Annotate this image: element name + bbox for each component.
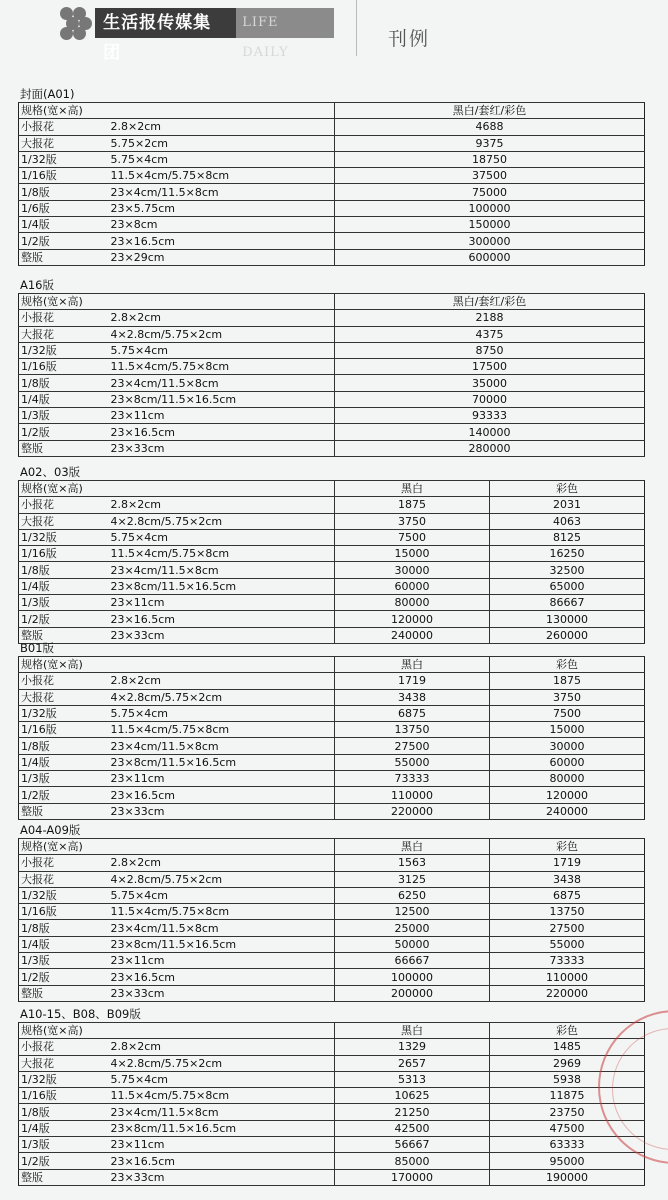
price-cell: 1875: [490, 673, 645, 689]
section-title: A16版: [20, 278, 55, 292]
header-price: 黑白: [335, 481, 490, 497]
price-cell: 80000: [490, 771, 645, 787]
price-cell: 280000: [335, 440, 645, 456]
table-row: [19, 1039, 645, 1055]
size-name: 小报花: [19, 119, 111, 135]
size-name: 1/32版: [19, 529, 111, 545]
price-cell: 240000: [335, 627, 490, 643]
table-header-row: [19, 103, 645, 119]
section-title: A02、03版: [20, 465, 81, 479]
table-row: [19, 985, 645, 1001]
size-name: 1/6版: [19, 200, 111, 216]
price-cell: 37500: [335, 168, 645, 184]
size-dimensions: 23×16.5cm: [111, 969, 335, 985]
size-dimensions: 23×11cm: [111, 771, 335, 787]
size-dimensions: 23×33cm: [111, 803, 335, 819]
price-cell: 30000: [335, 562, 490, 578]
size-name: 1/3版: [19, 408, 111, 424]
table-row: [19, 391, 645, 407]
price-cell: 6250: [335, 887, 490, 903]
price-cell: 220000: [490, 985, 645, 1001]
table-row: [19, 936, 645, 952]
size-name: 1/8版: [19, 738, 111, 754]
table-row: [19, 1088, 645, 1104]
table-row: [19, 424, 645, 440]
header-price: 黑白: [335, 1023, 490, 1039]
rate-table: [18, 656, 645, 820]
price-cell: 1329: [335, 1039, 490, 1055]
table-row: [19, 310, 645, 326]
size-name: 小报花: [19, 310, 111, 326]
size-dimensions: 23×4cm/11.5×8cm: [111, 184, 335, 200]
header-price: 黑白/套红/彩色: [335, 294, 645, 310]
size-name: 1/16版: [19, 722, 111, 738]
price-cell: 13750: [490, 904, 645, 920]
price-cell: 3750: [490, 689, 645, 705]
price-cell: 2031: [490, 497, 645, 513]
size-name: 1/16版: [19, 1088, 111, 1104]
table-row: [19, 754, 645, 770]
price-cell: 130000: [490, 611, 645, 627]
table-row: [19, 135, 645, 151]
price-cell: 60000: [490, 754, 645, 770]
table-row: [19, 689, 645, 705]
size-dimensions: 4×2.8cm/5.75×2cm: [111, 513, 335, 529]
size-name: 1/3版: [19, 1137, 111, 1153]
price-cell: 110000: [335, 787, 490, 803]
size-dimensions: 23×16.5cm: [111, 424, 335, 440]
header-price: 黑白: [335, 839, 490, 855]
price-cell: 1875: [335, 497, 490, 513]
size-dimensions: 5.75×4cm: [111, 887, 335, 903]
price-cell: 8750: [335, 342, 645, 358]
size-name: 1/3版: [19, 595, 111, 611]
price-cell: 63333: [490, 1137, 645, 1153]
size-dimensions: 4×2.8cm/5.75×2cm: [111, 326, 335, 342]
price-cell: 2188: [335, 310, 645, 326]
size-name: 1/32版: [19, 887, 111, 903]
rate-table: [18, 293, 645, 457]
price-cell: 1719: [490, 855, 645, 871]
size-dimensions: 23×5.75cm: [111, 200, 335, 216]
header-spec: 规格(宽×高): [19, 657, 335, 673]
size-dimensions: 11.5×4cm/5.75×8cm: [111, 904, 335, 920]
table-row: [19, 326, 645, 342]
rate-table: [18, 480, 645, 644]
size-name: 1/32版: [19, 151, 111, 167]
table-row: [19, 562, 645, 578]
size-dimensions: 23×16.5cm: [111, 787, 335, 803]
size-name: 整版: [19, 803, 111, 819]
size-dimensions: 2.8×2cm: [111, 673, 335, 689]
size-name: 小报花: [19, 1039, 111, 1055]
size-dimensions: 2.8×2cm: [111, 310, 335, 326]
price-cell: 110000: [490, 969, 645, 985]
price-cell: 1485: [490, 1039, 645, 1055]
price-cell: 1563: [335, 855, 490, 871]
price-cell: 200000: [335, 985, 490, 1001]
size-name: 整版: [19, 440, 111, 456]
price-cell: 86667: [490, 595, 645, 611]
size-dimensions: 5.75×2cm: [111, 135, 335, 151]
header-spec: 规格(宽×高): [19, 103, 335, 119]
table-row: [19, 969, 645, 985]
rate-table: [18, 102, 645, 266]
size-name: 整版: [19, 985, 111, 1001]
size-name: 1/4版: [19, 391, 111, 407]
table-header-row: [19, 1023, 645, 1039]
price-cell: 3438: [490, 871, 645, 887]
size-dimensions: 5.75×4cm: [111, 705, 335, 721]
size-name: 1/2版: [19, 787, 111, 803]
size-name: 1/2版: [19, 1153, 111, 1169]
table-header-row: [19, 481, 645, 497]
size-name: 1/2版: [19, 611, 111, 627]
header-price: 彩色: [490, 1023, 645, 1039]
table-row: [19, 529, 645, 545]
price-cell: 70000: [335, 391, 645, 407]
price-cell: 10625: [335, 1088, 490, 1104]
size-dimensions: 23×4cm/11.5×8cm: [111, 920, 335, 936]
size-dimensions: 11.5×4cm/5.75×8cm: [111, 546, 335, 562]
table-header-row: [19, 657, 645, 673]
size-name: 1/8版: [19, 1104, 111, 1120]
size-name: 整版: [19, 1169, 111, 1185]
table-row: [19, 359, 645, 375]
size-dimensions: 23×4cm/11.5×8cm: [111, 738, 335, 754]
header-price: 黑白/套红/彩色: [335, 103, 645, 119]
table-row: [19, 408, 645, 424]
table-row: [19, 151, 645, 167]
size-name: 1/32版: [19, 705, 111, 721]
price-cell: 150000: [335, 217, 645, 233]
size-dimensions: 2.8×2cm: [111, 119, 335, 135]
size-dimensions: 23×11cm: [111, 595, 335, 611]
size-dimensions: 23×33cm: [111, 627, 335, 643]
size-dimensions: 23×11cm: [111, 953, 335, 969]
price-cell: 42500: [335, 1120, 490, 1136]
price-cell: 80000: [335, 595, 490, 611]
table-row: [19, 342, 645, 358]
size-dimensions: 23×8cm/11.5×16.5cm: [111, 1120, 335, 1136]
size-dimensions: 2.8×2cm: [111, 1039, 335, 1055]
price-cell: 4375: [335, 326, 645, 342]
table-row: [19, 1071, 645, 1087]
size-name: 1/8版: [19, 184, 111, 200]
section-title: B01版: [20, 641, 55, 655]
header-price: 彩色: [490, 839, 645, 855]
section-title: 封面(A01): [20, 87, 75, 101]
size-name: 1/4版: [19, 1120, 111, 1136]
price-cell: 17500: [335, 359, 645, 375]
price-cell: 93333: [335, 408, 645, 424]
rate-section: [18, 640, 644, 820]
table-row: [19, 673, 645, 689]
price-cell: 170000: [335, 1169, 490, 1185]
table-row: [19, 1055, 645, 1071]
price-cell: 30000: [490, 738, 645, 754]
table-row: [19, 887, 645, 903]
price-cell: 120000: [335, 611, 490, 627]
price-cell: 55000: [490, 936, 645, 952]
price-cell: 73333: [335, 771, 490, 787]
price-cell: 85000: [335, 1153, 490, 1169]
size-dimensions: 11.5×4cm/5.75×8cm: [111, 1088, 335, 1104]
price-cell: 3125: [335, 871, 490, 887]
size-name: 1/32版: [19, 342, 111, 358]
price-cell: 2657: [335, 1055, 490, 1071]
price-cell: 12500: [335, 904, 490, 920]
table-row: [19, 233, 645, 249]
size-name: 1/16版: [19, 904, 111, 920]
logo-english: LIFE DAILY: [236, 8, 334, 38]
size-dimensions: 23×8cm/11.5×16.5cm: [111, 578, 335, 594]
size-name: 小报花: [19, 855, 111, 871]
price-cell: 5938: [490, 1071, 645, 1087]
size-dimensions: 23×4cm/11.5×8cm: [111, 375, 335, 391]
table-header-row: [19, 294, 645, 310]
rate-section: [18, 277, 644, 457]
size-dimensions: 23×16.5cm: [111, 233, 335, 249]
header-price: 黑白: [335, 657, 490, 673]
table-row: [19, 771, 645, 787]
page-title: 刊例: [388, 28, 431, 50]
rate-section: [18, 1006, 644, 1186]
header-spec: 规格(宽×高): [19, 1023, 335, 1039]
price-cell: 16250: [490, 546, 645, 562]
table-row: [19, 855, 645, 871]
price-cell: 23750: [490, 1104, 645, 1120]
table-row: [19, 217, 645, 233]
price-cell: 11875: [490, 1088, 645, 1104]
price-cell: 56667: [335, 1137, 490, 1153]
price-cell: 100000: [335, 200, 645, 216]
price-cell: 55000: [335, 754, 490, 770]
size-name: 1/4版: [19, 754, 111, 770]
size-dimensions: 5.75×4cm: [111, 1071, 335, 1087]
price-cell: 47500: [490, 1120, 645, 1136]
size-dimensions: 23×8cm: [111, 217, 335, 233]
price-cell: 32500: [490, 562, 645, 578]
size-dimensions: 4×2.8cm/5.75×2cm: [111, 689, 335, 705]
size-name: 大报花: [19, 326, 111, 342]
price-cell: 1719: [335, 673, 490, 689]
table-row: [19, 497, 645, 513]
rate-section: [18, 822, 644, 1002]
table-header-row: [19, 839, 645, 855]
price-cell: 66667: [335, 953, 490, 969]
rate-table: [18, 1022, 645, 1186]
size-name: 大报花: [19, 1055, 111, 1071]
table-row: [19, 375, 645, 391]
price-cell: 3750: [335, 513, 490, 529]
size-dimensions: 23×16.5cm: [111, 1153, 335, 1169]
page-header: [0, 0, 668, 70]
price-cell: 9375: [335, 135, 645, 151]
table-row: [19, 871, 645, 887]
size-name: 1/32版: [19, 1071, 111, 1087]
price-cell: 15000: [490, 722, 645, 738]
size-name: 1/16版: [19, 546, 111, 562]
size-name: 大报花: [19, 135, 111, 151]
price-cell: 240000: [490, 803, 645, 819]
logo-mark-icon: [56, 5, 95, 41]
price-cell: 5313: [335, 1071, 490, 1087]
logo: [56, 4, 334, 63]
price-cell: 73333: [490, 953, 645, 969]
table-row: [19, 722, 645, 738]
price-cell: 65000: [490, 578, 645, 594]
size-dimensions: 2.8×2cm: [111, 855, 335, 871]
table-row: [19, 249, 645, 265]
price-cell: 15000: [335, 546, 490, 562]
size-dimensions: 4×2.8cm/5.75×2cm: [111, 1055, 335, 1071]
price-cell: 95000: [490, 1153, 645, 1169]
size-dimensions: 11.5×4cm/5.75×8cm: [111, 359, 335, 375]
size-dimensions: 23×33cm: [111, 1169, 335, 1185]
table-row: [19, 578, 645, 594]
table-row: [19, 904, 645, 920]
price-cell: 7500: [490, 705, 645, 721]
size-name: 1/4版: [19, 578, 111, 594]
table-row: [19, 803, 645, 819]
table-row: [19, 200, 645, 216]
size-name: 小报花: [19, 497, 111, 513]
size-dimensions: 5.75×4cm: [111, 151, 335, 167]
price-cell: 75000: [335, 184, 645, 200]
size-dimensions: 11.5×4cm/5.75×8cm: [111, 168, 335, 184]
section-title: A10-15、B08、B09版: [20, 1007, 141, 1021]
price-cell: 27500: [335, 738, 490, 754]
size-dimensions: 23×11cm: [111, 1137, 335, 1153]
price-cell: 190000: [490, 1169, 645, 1185]
price-cell: 3438: [335, 689, 490, 705]
size-name: 整版: [19, 249, 111, 265]
size-dimensions: 23×33cm: [111, 985, 335, 1001]
table-row: [19, 184, 645, 200]
size-name: 大报花: [19, 513, 111, 529]
size-name: 1/8版: [19, 562, 111, 578]
price-cell: 50000: [335, 936, 490, 952]
price-cell: 6875: [490, 887, 645, 903]
price-cell: 8125: [490, 529, 645, 545]
header-spec: 规格(宽×高): [19, 481, 335, 497]
size-dimensions: 5.75×4cm: [111, 342, 335, 358]
size-name: 1/16版: [19, 168, 111, 184]
size-name: 大报花: [19, 689, 111, 705]
header-price: 彩色: [490, 481, 645, 497]
size-name: 整版: [19, 627, 111, 643]
size-name: 1/2版: [19, 424, 111, 440]
table-row: [19, 705, 645, 721]
section-title: A04-A09版: [20, 823, 81, 837]
price-cell: 4063: [490, 513, 645, 529]
price-cell: 4688: [335, 119, 645, 135]
table-row: [19, 440, 645, 456]
price-cell: 220000: [335, 803, 490, 819]
table-row: [19, 513, 645, 529]
price-cell: 27500: [490, 920, 645, 936]
table-row: [19, 546, 645, 562]
header-spec: 规格(宽×高): [19, 839, 335, 855]
size-name: 1/3版: [19, 771, 111, 787]
size-dimensions: 2.8×2cm: [111, 497, 335, 513]
size-dimensions: 5.75×4cm: [111, 529, 335, 545]
price-cell: 18750: [335, 151, 645, 167]
size-dimensions: 11.5×4cm/5.75×8cm: [111, 722, 335, 738]
table-row: [19, 1153, 645, 1169]
table-row: [19, 953, 645, 969]
size-name: 1/4版: [19, 217, 111, 233]
table-row: [19, 738, 645, 754]
price-cell: 600000: [335, 249, 645, 265]
logo-name: 生活报传媒集团: [95, 8, 236, 38]
size-name: 1/8版: [19, 375, 111, 391]
rate-table: [18, 838, 645, 1002]
price-cell: 25000: [335, 920, 490, 936]
header-divider: [356, 0, 357, 56]
header-spec: 规格(宽×高): [19, 294, 335, 310]
size-dimensions: 23×16.5cm: [111, 611, 335, 627]
size-dimensions: 23×8cm/11.5×16.5cm: [111, 936, 335, 952]
size-name: 1/8版: [19, 920, 111, 936]
price-cell: 300000: [335, 233, 645, 249]
size-dimensions: 23×4cm/11.5×8cm: [111, 1104, 335, 1120]
table-row: [19, 920, 645, 936]
size-name: 1/3版: [19, 953, 111, 969]
size-name: 1/2版: [19, 233, 111, 249]
table-row: [19, 1169, 645, 1185]
price-cell: 13750: [335, 722, 490, 738]
price-cell: 100000: [335, 969, 490, 985]
size-dimensions: 23×11cm: [111, 408, 335, 424]
size-dimensions: 23×33cm: [111, 440, 335, 456]
size-name: 小报花: [19, 673, 111, 689]
size-dimensions: 23×8cm/11.5×16.5cm: [111, 391, 335, 407]
price-cell: 6875: [335, 705, 490, 721]
price-cell: 140000: [335, 424, 645, 440]
table-row: [19, 787, 645, 803]
header-price: 彩色: [490, 657, 645, 673]
table-row: [19, 1104, 645, 1120]
price-cell: 2969: [490, 1055, 645, 1071]
size-name: 1/16版: [19, 359, 111, 375]
table-row: [19, 611, 645, 627]
price-cell: 260000: [490, 627, 645, 643]
price-cell: 21250: [335, 1104, 490, 1120]
price-cell: 60000: [335, 578, 490, 594]
rate-section: [18, 86, 644, 266]
price-cell: 7500: [335, 529, 490, 545]
size-name: 1/4版: [19, 936, 111, 952]
table-row: [19, 1137, 645, 1153]
table-row: [19, 595, 645, 611]
size-dimensions: 23×8cm/11.5×16.5cm: [111, 754, 335, 770]
table-row: [19, 1120, 645, 1136]
rate-section: [18, 464, 644, 644]
table-row: [19, 168, 645, 184]
size-dimensions: 23×29cm: [111, 249, 335, 265]
size-name: 大报花: [19, 871, 111, 887]
size-dimensions: 23×4cm/11.5×8cm: [111, 562, 335, 578]
price-cell: 120000: [490, 787, 645, 803]
size-dimensions: 4×2.8cm/5.75×2cm: [111, 871, 335, 887]
size-name: 1/2版: [19, 969, 111, 985]
price-cell: 35000: [335, 375, 645, 391]
table-row: [19, 119, 645, 135]
